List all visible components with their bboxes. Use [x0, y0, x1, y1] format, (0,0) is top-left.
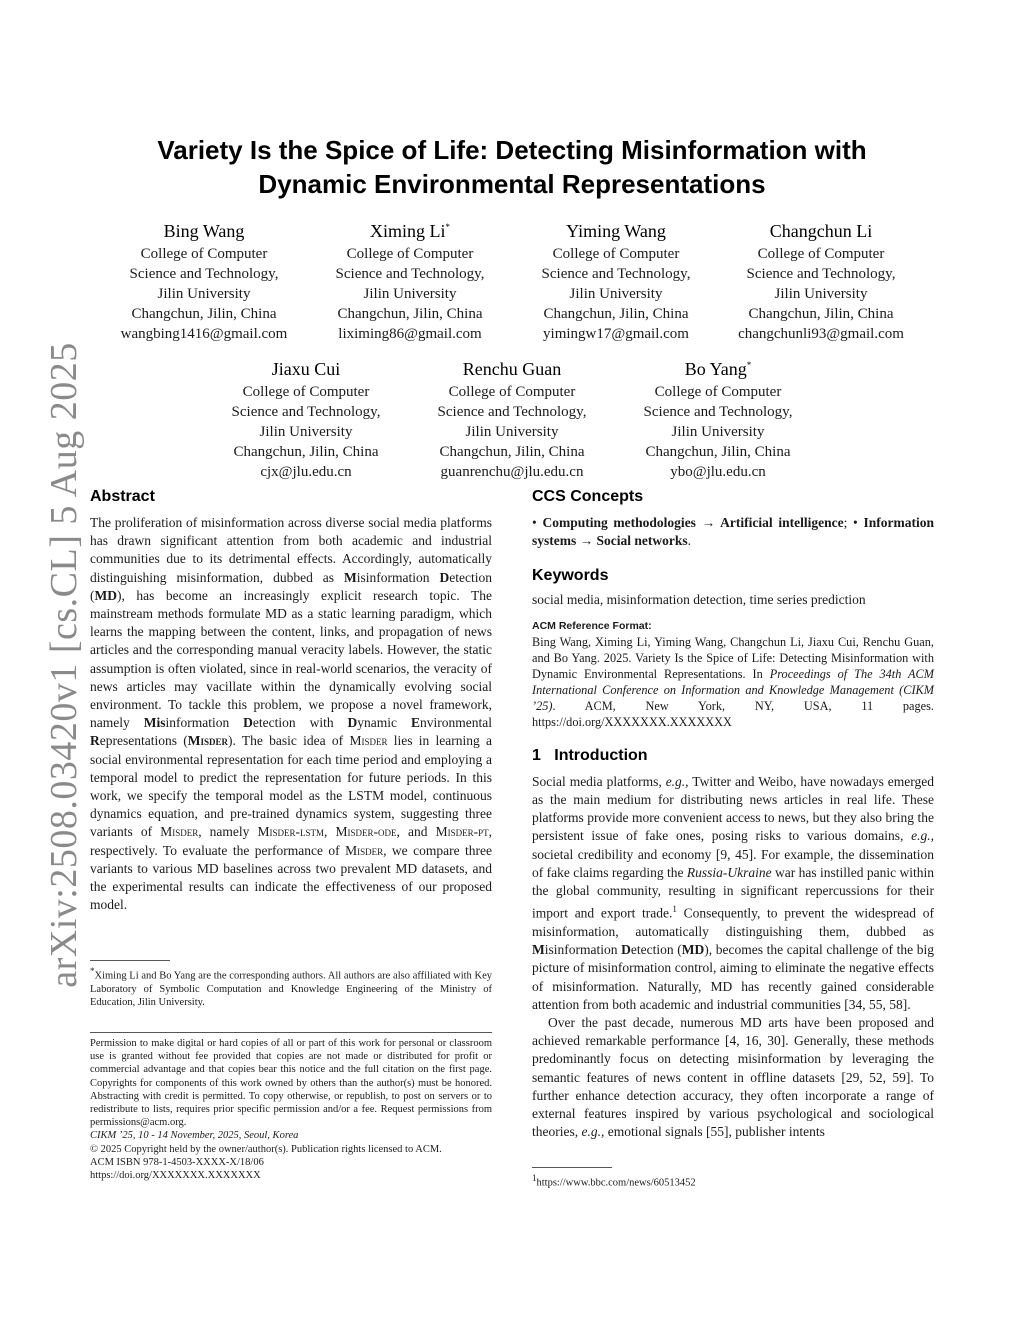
author-location: Changchun, Jilin, China	[645, 444, 791, 460]
author-affiliation: Science and Technology,	[541, 266, 691, 282]
author-email: changchunli93@gmail.com	[738, 326, 904, 342]
intro-heading	[532, 747, 934, 765]
author-location: Changchun, Jilin, China	[543, 306, 689, 322]
author-affiliation: College of Computer	[346, 246, 474, 262]
author-affiliation: Science and Technology,	[643, 404, 793, 420]
author-affiliation: Jilin University	[465, 424, 559, 440]
author-email: wangbing1416@gmail.com	[120, 326, 288, 342]
intro-paragraph-2: Over the past decade, numerous MD arts have been proposed and achieved remarkable performance [4, 16, 30]. Generally, these methods predominantly focus on detecting misinformation by leveraging the semantic features of news content in offline datasets [29, 52, 59]. To further enhance detection accuracy, they often incorporate a range of external features inspired by various psychological and sociological theories, e.g., emotional signals [55], publisher intents	[532, 1014, 934, 1140]
author-affiliation: Jilin University	[569, 286, 663, 302]
author-block	[721, 216, 921, 344]
keywords-text: social media, misinformation detection, time series prediction	[532, 592, 866, 608]
author-block	[206, 354, 406, 482]
author-affiliation: College of Computer	[242, 384, 370, 400]
author-name: Bing Wang	[163, 221, 245, 241]
url-footnote	[532, 1172, 934, 1190]
abstract-heading: Abstract	[90, 488, 155, 505]
author-name: Bo Yang*	[684, 359, 752, 379]
abstract-text: The proliferation of misinformation across diverse social media platforms has drawn significant attention from both academic and industrial communities due to its detrimental effects. Accordingly, automatically distinguishing misinformation, dubbed as Misinformation Detection (MD), has become an increasingly explicit research topic. The mainstream methods formulate MD as a static learning paradigm, which learns the mapping between the content, links, and propagation of news articles and the corresponding manual veracity labels. However, the static assumption is often violated, since in real-world scenarios, the veracity of news articles may vacillate within the dynamically evolving social environment. To tackle this problem, we propose a novel framework, namely Misinformation Detection with Dynamic Environmental Representations (Misder). The basic idea of Misder lies in learning a social environmental representation for each time period and employing a temporal model to predict the representation for future periods. In this work, we specify the temporal model as the LSTM model, continuous dynamics equation, and pre-trained dynamics system, suggesting three variants of Misder, namely Misder-lstm, Misder-ode, and Misder-pt, respectively. To evaluate the performance of Misder, we compare three variants to various MD baselines across two prevalent MD datasets, and the experimental results can indicate the effectiveness of our proposed model.	[90, 515, 492, 913]
footnote-rule	[90, 960, 170, 961]
title-line-1: Variety Is the Spice of Life: Detecting Misinformation with	[157, 135, 867, 165]
permission-text: Permission to make digital or hard copies of all or part of this work for personal or classroom use is granted without fee provided that copies are not made or distributed for profit or commercial advantage and that copies bear this notice and the full citation on the first page. Copyrights for components of this work owned by others than the author(s) must be honored. Abstracting with credit is permitted. To copy otherwise, or republish, to post on servers or to redistribute to lists, requires prior specific permission and/or a fee. Request permissions from permissions@acm.org.	[90, 1038, 492, 1129]
copyright-line: © 2025 Copyright held by the owner/author(s). Publication rights licensed to ACM.	[90, 1143, 442, 1155]
author-affiliation: College of Computer	[552, 246, 680, 262]
footnote-url[interactable]: https://www.bbc.com/news/60513452	[536, 1177, 696, 1189]
permission-rule	[90, 1032, 492, 1033]
author-affiliation: College of Computer	[140, 246, 268, 262]
section-title: Introduction	[554, 746, 648, 764]
author-affiliation: College of Computer	[448, 384, 576, 400]
author-email: liximing86@gmail.com	[338, 326, 482, 342]
author-block	[516, 216, 716, 344]
author-block	[618, 354, 818, 482]
corresponding-mark: *	[445, 222, 450, 232]
ccs-concepts: • Computing methodologies → Artificial intelligence; • Information systems → Social networks.	[532, 515, 934, 549]
author-affiliation: College of Computer	[654, 384, 782, 400]
author-location: Changchun, Jilin, China	[131, 306, 277, 322]
author-location: Changchun, Jilin, China	[439, 444, 585, 460]
acm-ref-text: Bing Wang, Ximing Li, Yiming Wang, Changchun Li, Jiaxu Cui, Renchu Guan, and Bo Yang. 2025. Variety Is the Spice of Life: Detecting Misinformation with Dynamic Environmental Representations. In Proceedings of The 34th ACM International Conference on Information and Knowledge Management (CIKM ’25). ACM, New York, NY, USA, 11 pages. https://doi.org/XXXXXXX.XXXXXXX	[532, 634, 934, 729]
author-name: Changchun Li	[769, 221, 873, 241]
paper-title	[90, 133, 934, 201]
author-name: Jiaxu Cui	[271, 359, 341, 379]
ccs-heading: CCS Concepts	[532, 488, 644, 505]
isbn-line: ACM ISBN 978-1-4503-XXXX-X/18/06	[90, 1156, 264, 1168]
author-email: guanrenchu@jlu.edu.cn	[440, 464, 584, 480]
author-affiliation: Jilin University	[774, 286, 868, 302]
author-name: Renchu Guan	[462, 359, 562, 379]
right-column	[532, 488, 934, 1141]
author-affiliation: Jilin University	[157, 286, 251, 302]
author-affiliation: Jilin University	[671, 424, 765, 440]
footnote-mark: *	[90, 966, 95, 976]
author-affiliation: Science and Technology,	[231, 404, 381, 420]
keywords-heading: Keywords	[532, 567, 609, 585]
corresponding-mark: *	[746, 360, 752, 370]
author-email: cjx@jlu.edu.cn	[260, 464, 352, 480]
footnote-ref[interactable]: 1	[672, 904, 677, 915]
author-name: Yiming Wang	[566, 221, 666, 241]
author-name: Ximing Li*	[370, 221, 450, 241]
author-location: Changchun, Jilin, China	[748, 306, 894, 322]
author-affiliation: Science and Technology,	[437, 404, 587, 420]
author-affiliation: Science and Technology,	[335, 266, 485, 282]
footnote-rule	[532, 1167, 612, 1168]
author-block	[412, 354, 612, 482]
author-affiliation: Jilin University	[363, 286, 457, 302]
section-number: 1	[532, 746, 541, 764]
title-line-2: Dynamic Environmental Representations	[258, 169, 766, 199]
footnote-mark: 1	[532, 1173, 537, 1183]
author-location: Changchun, Jilin, China	[233, 444, 379, 460]
author-location: Changchun, Jilin, China	[337, 306, 483, 322]
author-email: yimingw17@gmail.com	[543, 326, 689, 342]
author-affiliation: College of Computer	[757, 246, 885, 262]
author-affiliation: Science and Technology,	[746, 266, 896, 282]
footnote-text: Ximing Li and Bo Yang are the corresponding authors. All authors are also affiliated with Key Laboratory of Symbolic Computation and Knowledge Engineering of the Ministry of Education, Jilin University.	[90, 970, 492, 1008]
author-email: ybo@jlu.edu.cn	[670, 464, 766, 480]
conference-line: CIKM ’25, 10 - 14 November, 2025, Seoul, Korea	[90, 1130, 299, 1142]
arxiv-identifier: arXiv:2508.03420v1 [cs.CL] 5 Aug 2025	[43, 342, 85, 988]
author-affiliation: Jilin University	[259, 424, 353, 440]
author-block	[104, 216, 304, 344]
author-block	[310, 216, 510, 344]
intro-paragraph-1: Social media platforms, e.g., Twitter and Weibo, have nowadays emerged as the main medium for distributing news articles in real life. These platforms provide more convenient access to news, but they also bring the persistent issue of fake ones, posing risks to various domains, e.g., societal credibility and economy [9, 45]. For example, the dissemination of fake claims regarding the Russia-Ukraine war has instilled panic within the global community, resulting in significant repercussions for their import and export trade.$^1$ Consequently, to prevent the widespread of misinformation, automatically distinguishing them, dubbed as Misinformation Detection (MD), becomes the capital challenge of the big picture of misinformation control, aiming to eliminate the negative effects of misinformation. Naturally, MD has recently gained considerable attention from both academic and industrial communities [34, 55, 58].	[532, 773, 935, 1012]
permission-block	[90, 1037, 492, 1182]
acm-ref-label: ACM Reference Format:	[532, 619, 652, 632]
doi-link[interactable]: https://doi.org/XXXXXXX.XXXXXXX	[90, 1170, 261, 1182]
abstract-section	[90, 488, 492, 914]
author-affiliation: Science and Technology,	[129, 266, 279, 282]
author-footnote	[90, 965, 492, 1009]
